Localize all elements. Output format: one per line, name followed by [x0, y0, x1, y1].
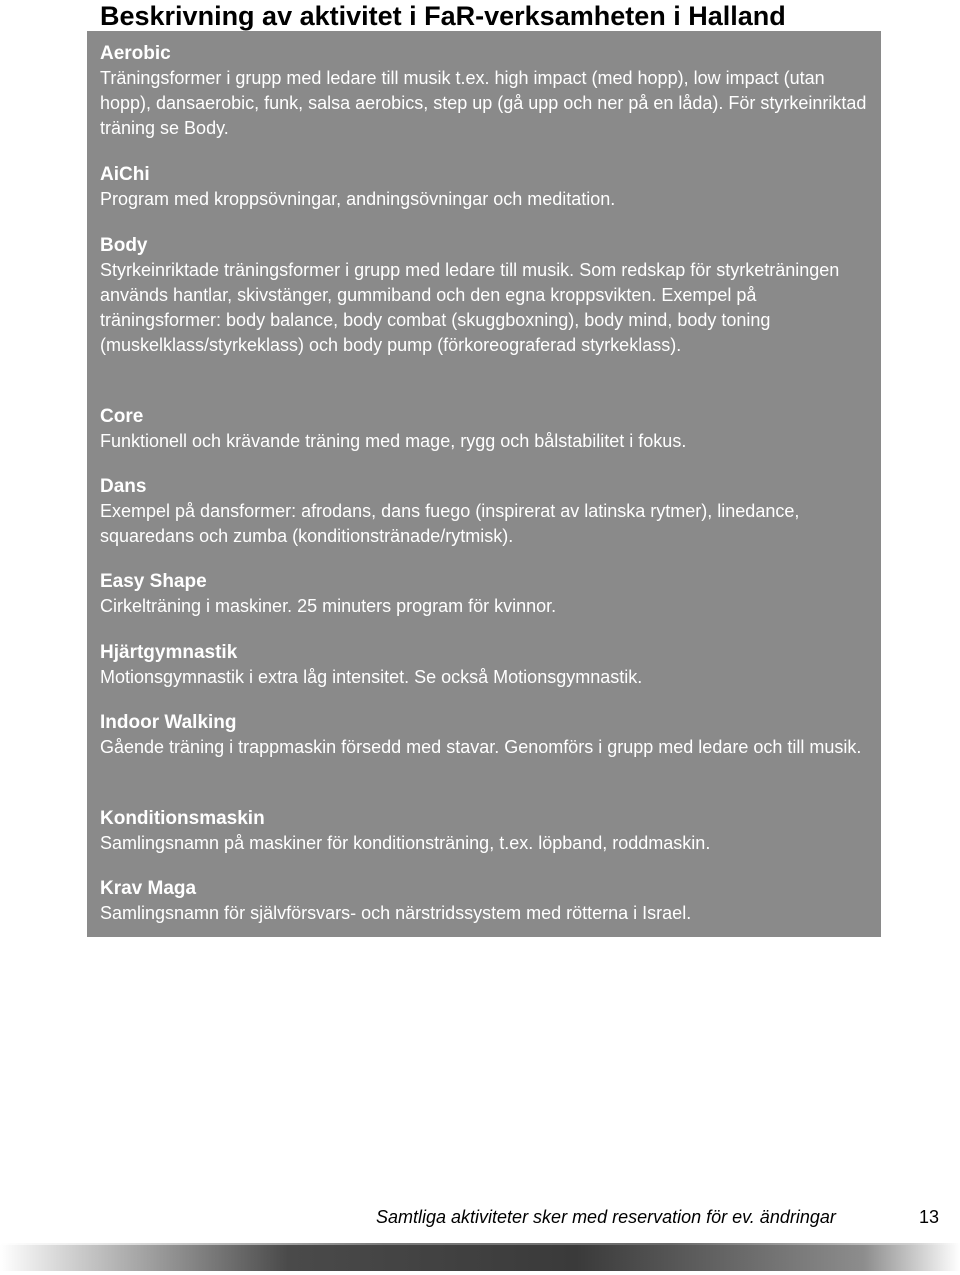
footer-brush-stroke	[0, 1245, 960, 1271]
list-item	[100, 569, 870, 619]
page-number: 13	[919, 1207, 940, 1227]
entry-description: Exempel på dansformer: afrodans, dans fuego (inspirerat av latinska rytmer), linedance, squaredans och zumba (konditionstränade/rytmisk).	[100, 501, 800, 546]
list-item	[100, 162, 870, 212]
entry-description: Styrkeinriktade träningsformer i grupp med ledare till musik. Som redskap för styrketräningen används hantlar, skivstänger, gummiband och den egna kroppsvikten. Exempel på träningsformer: body balance, body combat (skuggboxning), body mind, body toning (muskelklass/styrkeklass) och body pump (förkoreograferad styrkeklass).	[100, 260, 840, 355]
entry-title: AiChi	[100, 164, 150, 185]
entry-title: Dans	[100, 476, 147, 497]
entry-title: Hjärtgymnastik	[100, 642, 238, 663]
entry-title: Indoor Walking	[100, 712, 237, 733]
list-item	[100, 41, 870, 141]
entry-description: Gående träning i trappmaskin försedd med stavar. Genomförs i grupp med ledare och till musik.	[100, 737, 862, 757]
entry-title: Body	[100, 235, 148, 256]
entry-description: Träningsformer i grupp med ledare till musik t.ex. high impact (med hopp), low impact (utan hopp), dansaerobic, funk, salsa aerobics, step up (gå upp och ner på en låda). För styrkeinriktad träning se Body.	[100, 68, 867, 138]
entry-title: Core	[100, 406, 144, 427]
entry-title: Easy Shape	[100, 571, 207, 592]
list-item	[100, 474, 870, 549]
page-title: Beskrivning av aktivitet i FaR-verksamheten i Halland	[100, 1, 786, 31]
entry-description: Cirkelträning i maskiner. 25 minuters program för kvinnor.	[100, 596, 557, 616]
footer-note: Samtliga aktiviteter sker med reservation för ev. ändringar	[376, 1207, 836, 1227]
list-item	[100, 233, 870, 358]
entry-description: Samlingsnamn för självförsvars- och närstridssystem med rötterna i Israel.	[100, 903, 692, 923]
activity-list-panel	[87, 31, 881, 937]
entry-description: Program med kroppsövningar, andningsövningar och meditation.	[100, 189, 616, 209]
entry-description: Funktionell och krävande träning med mage, rygg och bålstabilitet i fokus.	[100, 431, 687, 451]
entry-description: Motionsgymnastik i extra låg intensitet. Se också Motionsgymnastik.	[100, 667, 643, 687]
entry-description: Samlingsnamn på maskiner för konditionsträning, t.ex. löpband, roddmaskin.	[100, 833, 711, 853]
entry-title: Krav Maga	[100, 878, 197, 899]
list-item	[100, 710, 870, 760]
entry-title: Aerobic	[100, 43, 171, 64]
list-item	[100, 404, 870, 454]
entry-title: Konditionsmaskin	[100, 808, 265, 829]
list-item	[100, 876, 870, 926]
list-item	[100, 640, 870, 690]
list-item	[100, 806, 870, 856]
